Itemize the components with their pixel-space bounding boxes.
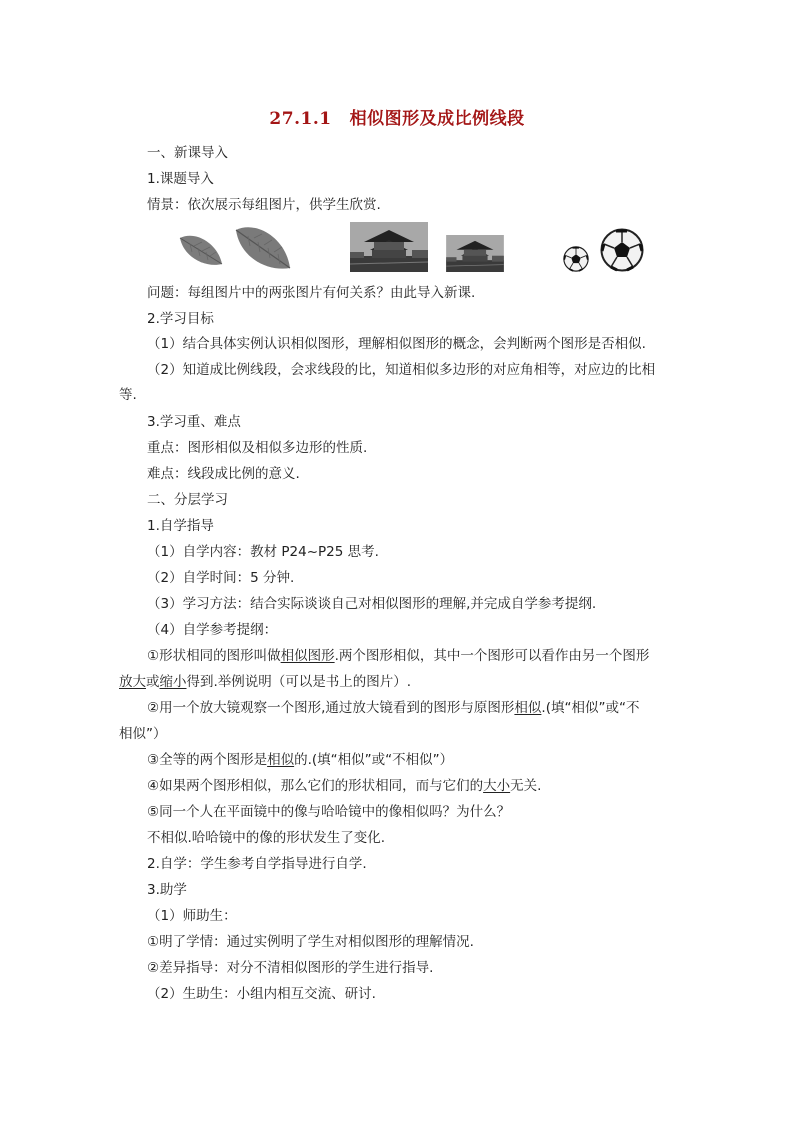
small-pavilion-photo — [446, 235, 504, 272]
small-leaf-image — [176, 230, 226, 270]
paragraph: 情景：依次展示每组图片，供学生欣赏. — [147, 197, 381, 213]
paragraph: 等. — [119, 387, 137, 403]
paragraph: 2.自学：学生参考自学指导进行自学. — [147, 856, 367, 872]
paragraph: 问题：每组图片中的两张图片有何关系？由此导入新课. — [147, 285, 476, 301]
paragraph: 不相似.哈哈镜中的像的形状发生了变化. — [147, 830, 386, 846]
large-pavilion-photo — [350, 222, 428, 272]
paragraph: （3）学习方法：结合实际谈谈自己对相似图形的理解,并完成自学参考提纲. — [147, 596, 597, 612]
title-text: 相似图形及成比例线段 — [349, 109, 525, 129]
answer-blank: 相似图形 — [280, 648, 335, 664]
paragraph: ①形状相同的图形叫做相似图形.两个图形相似，其中一个图形可以看作由另一个图形 — [147, 648, 650, 664]
section-heading: 一、新课导入 — [147, 145, 228, 161]
large-leaf-image — [232, 222, 294, 274]
paragraph: ②差异指导：对分不清相似图形的学生进行指导. — [147, 960, 434, 976]
paragraph: ④如果两个图形相似，那么它们的形状相同，而与它们的大小无关. — [147, 778, 542, 794]
subsection-heading: 3.助学 — [147, 882, 187, 898]
paragraph: （2）生助生：小组内相互交流、研讨. — [147, 986, 376, 1002]
paragraph: 放大或缩小得到.举例说明（可以是书上的图片）. — [119, 674, 412, 690]
paragraph: 相似”） — [119, 726, 167, 742]
image-row — [0, 220, 794, 276]
page-title — [0, 104, 794, 129]
answer-blank: 放大 — [119, 674, 146, 690]
paragraph: （4）自学参考提纲： — [147, 622, 278, 638]
answer-blank: 相似 — [514, 700, 542, 716]
section-number: 27.1.1 — [269, 109, 332, 129]
section-heading: 二、分层学习 — [147, 492, 228, 508]
paragraph: ①明了学情：通过实例明了学生对相似图形的理解情况. — [147, 934, 474, 950]
subsection-heading: 1.课题导入 — [147, 171, 214, 187]
subsection-heading: 3.学习重、难点 — [147, 414, 241, 430]
subsection-heading: 2.学习目标 — [147, 311, 214, 327]
large-soccer-ball-image — [600, 228, 644, 272]
paragraph: （2）自学时间：5 分钟. — [147, 570, 295, 586]
paragraph: 重点：图形相似及相似多边形的性质. — [147, 440, 368, 456]
paragraph: （1）师助生： — [147, 908, 237, 924]
paragraph: ②用一个放大镜观察一个图形,通过放大镜看到的图形与原图形相似.(填“相似”或“不 — [147, 700, 640, 716]
answer-blank: 缩小 — [159, 674, 187, 690]
paragraph: ③全等的两个图形是相似的.(填“相似”或“不相似”） — [147, 752, 454, 768]
paragraph: ⑤同一个人在平面镜中的像与哈哈镜中的像相似吗？为什么？ — [147, 804, 511, 820]
answer-blank: 相似 — [267, 752, 295, 768]
small-soccer-ball-image — [563, 246, 589, 272]
paragraph: （1）结合具体实例认识相似图形，理解相似图形的概念，会判断两个图形是否相似. — [147, 336, 646, 352]
paragraph: （2）知道成比例线段，会求线段的比，知道相似多边形的对应角相等，对应边的比相 — [147, 362, 656, 378]
paragraph: 难点：线段成比例的意义. — [147, 466, 300, 482]
subsection-heading: 1.自学指导 — [147, 518, 214, 534]
paragraph: （1）自学内容：教材 P24~P25 思考. — [147, 544, 379, 560]
answer-blank: 大小 — [483, 778, 511, 794]
